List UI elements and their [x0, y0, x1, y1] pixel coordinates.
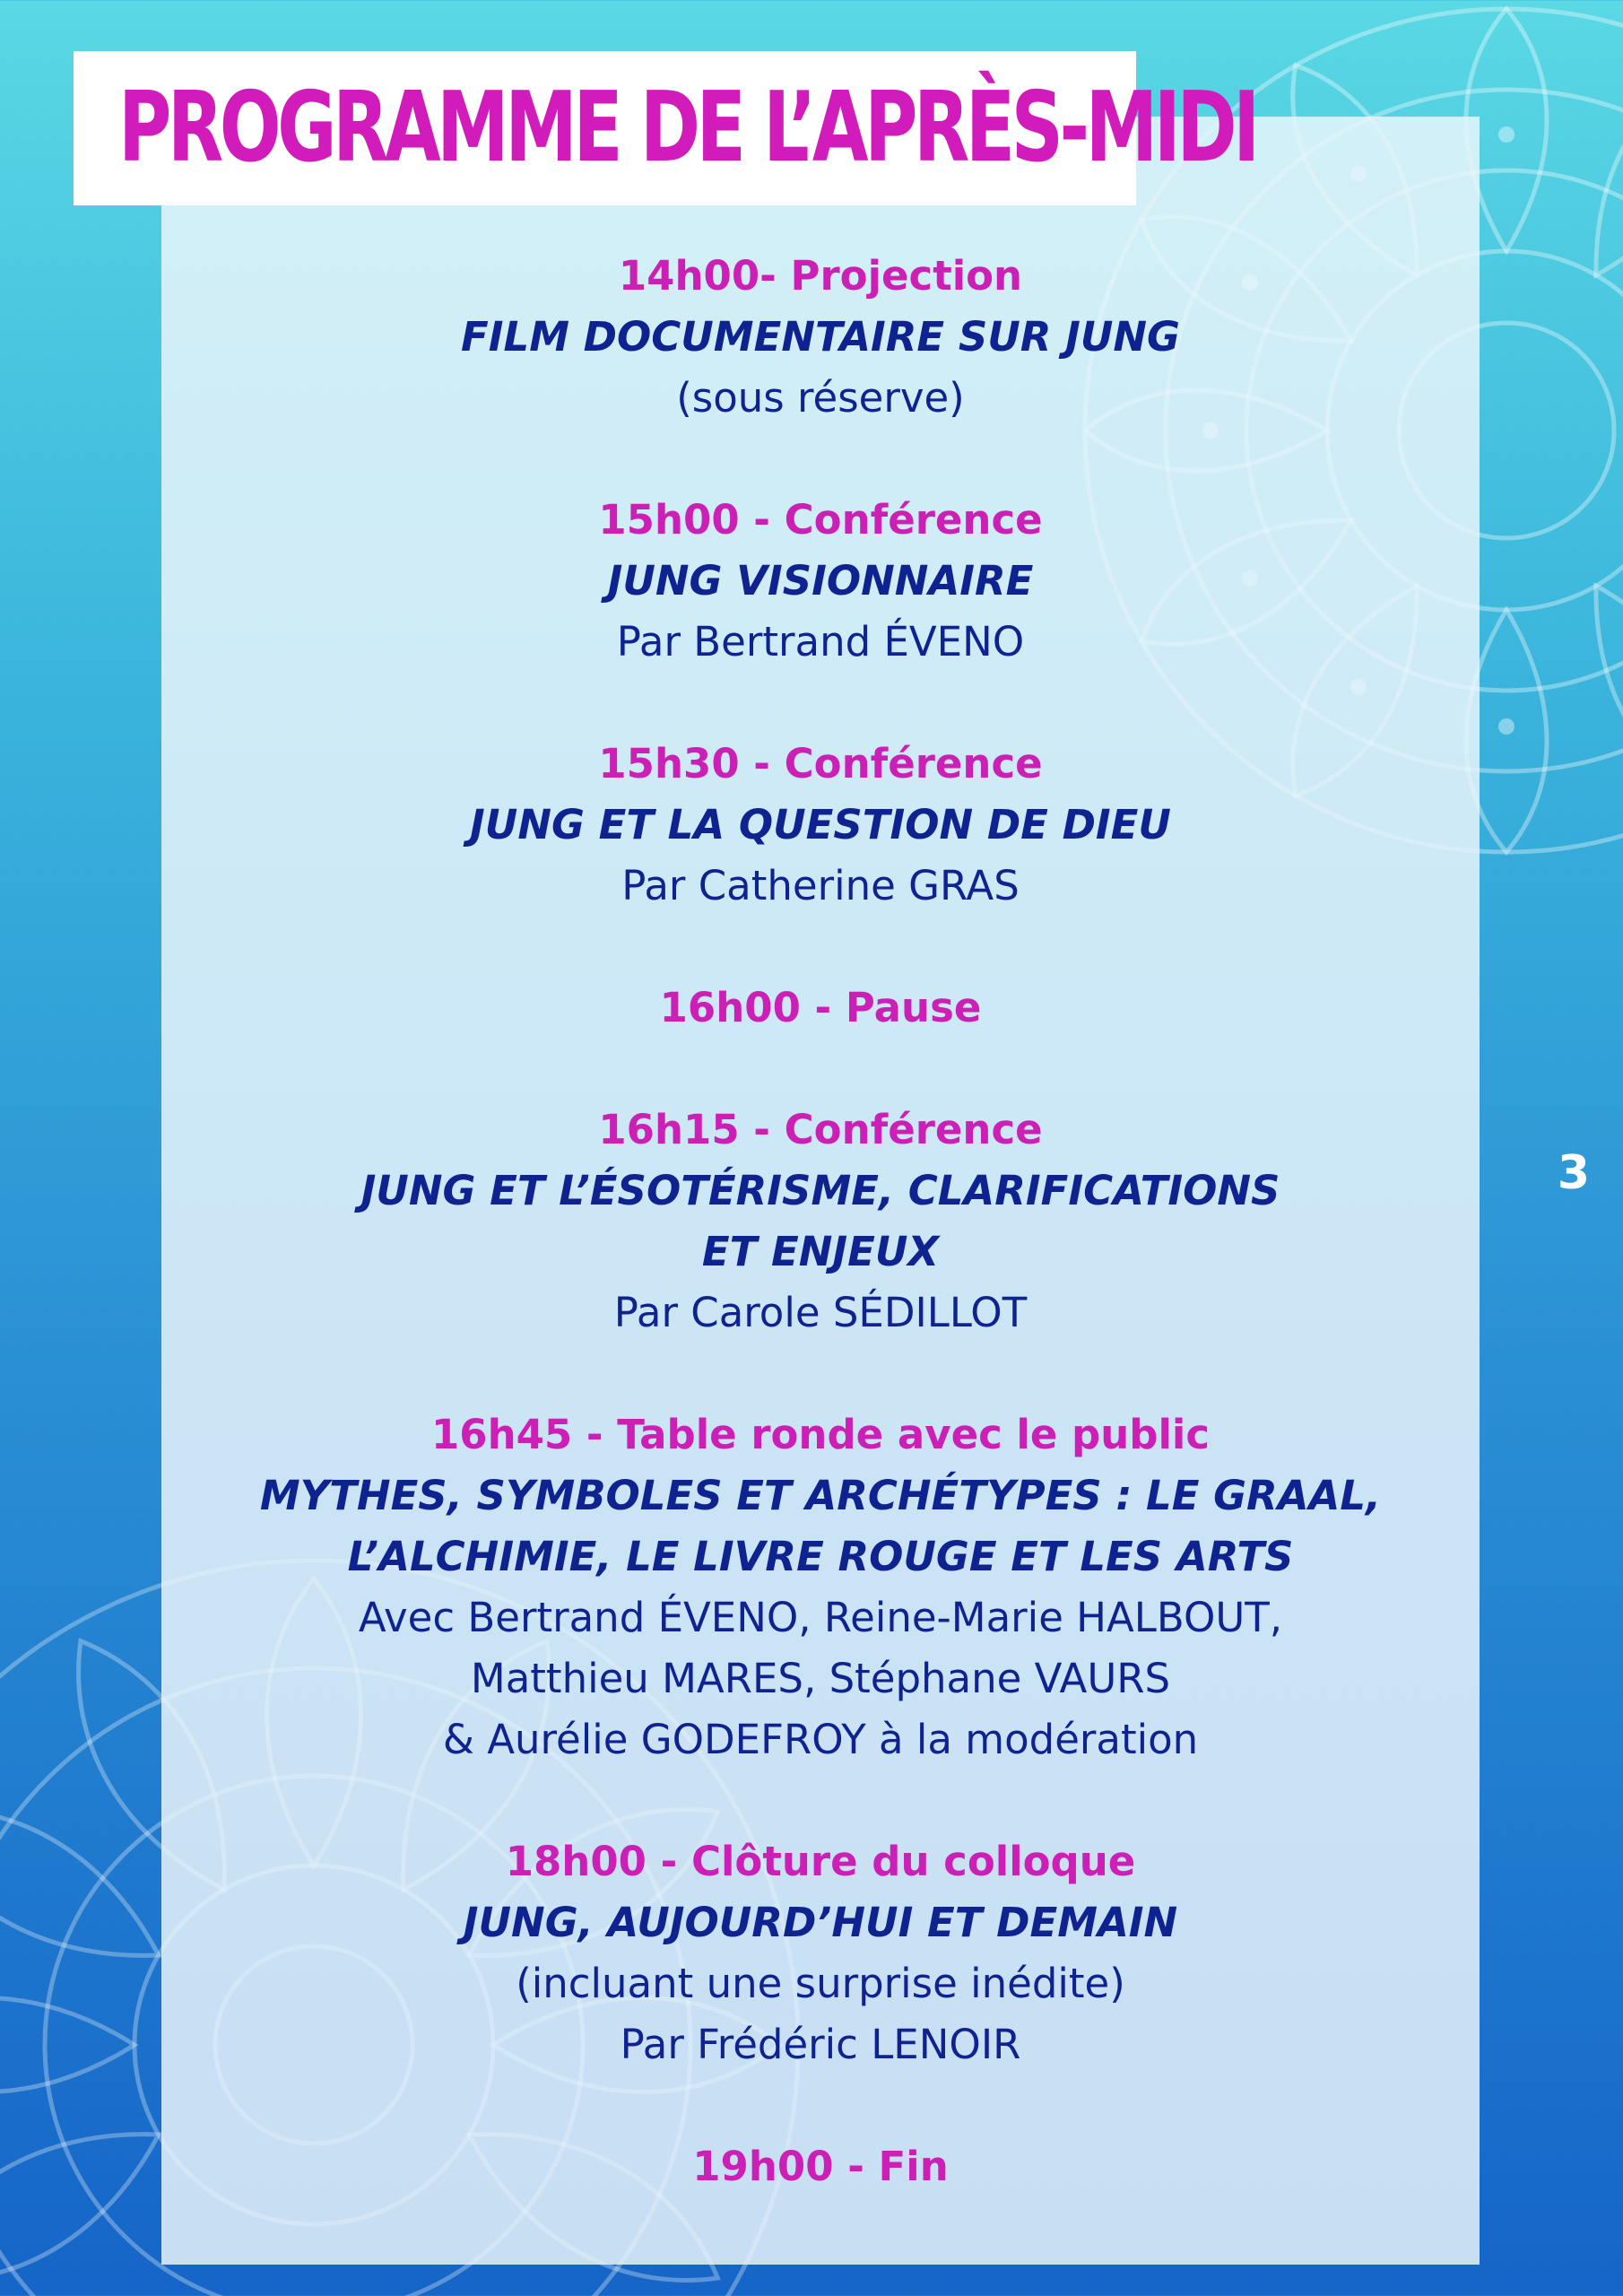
- event-title: ET ENJEUX: [701, 1228, 940, 1275]
- event-speaker: Par Catherine GRAS: [621, 862, 1020, 909]
- event-time: 14h00- Projection: [618, 252, 1023, 300]
- program-event: [161, 1405, 1480, 1770]
- page-number: 3: [1557, 1146, 1591, 1200]
- event-title: JUNG VISIONNAIRE: [607, 557, 1034, 604]
- event-title: JUNG, AUJOURD’HUI ET DEMAIN: [463, 1899, 1178, 1946]
- event-time: 18h00 - Clôture du colloque: [505, 1838, 1136, 1885]
- program-list: [161, 246, 1480, 2197]
- event-speaker: & Aurélie GODEFROY à la modération: [442, 1716, 1199, 1763]
- event-speaker: Par Bertrand ÉVENO: [616, 618, 1025, 665]
- event-time: 19h00 - Fin: [692, 2143, 949, 2190]
- event-time: 15h00 - Conférence: [598, 496, 1043, 544]
- program-event: [161, 978, 1480, 1039]
- event-speaker: (incluant une surprise inédite): [516, 1960, 1125, 2007]
- program-event: [161, 1831, 1480, 2075]
- program-event: [161, 490, 1480, 673]
- event-time: 16h00 - Pause: [659, 984, 982, 1031]
- program-event: [161, 734, 1480, 917]
- event-time: 16h15 - Conférence: [598, 1106, 1043, 1153]
- event-time: 15h30 - Conférence: [598, 740, 1043, 787]
- page-title: PROGRAMME DE L’APRÈS-MIDI: [118, 72, 1256, 184]
- event-time: 16h45 - Table ronde avec le public: [430, 1411, 1211, 1458]
- program-event: [161, 246, 1480, 429]
- event-title: JUNG ET L’ÉSOTÉRISME, CLARIFICATIONS: [360, 1167, 1280, 1214]
- program-event: [161, 2136, 1480, 2197]
- event-title: JUNG ET LA QUESTION DE DIEU: [470, 801, 1171, 848]
- event-title: FILM DOCUMENTAIRE SUR JUNG: [461, 313, 1180, 361]
- event-title: L’ALCHIMIE, LE LIVRE ROUGE ET LES ARTS: [347, 1533, 1294, 1580]
- event-title: MYTHES, SYMBOLES ET ARCHÉTYPES : LE GRAAL,: [259, 1472, 1382, 1519]
- event-speaker: Par Carole SÉDILLOT: [613, 1289, 1028, 1336]
- program-event: [161, 1100, 1480, 1344]
- event-speaker: Avec Bertrand ÉVENO, Reine-Marie HALBOUT,: [358, 1594, 1283, 1641]
- event-speaker: Par Frédéric LENOIR: [620, 2021, 1021, 2068]
- event-speaker: (sous réserve): [676, 374, 965, 422]
- title-banner: [74, 51, 1256, 205]
- event-speaker: Matthieu MARES, Stéphane VAURS: [470, 1655, 1171, 1702]
